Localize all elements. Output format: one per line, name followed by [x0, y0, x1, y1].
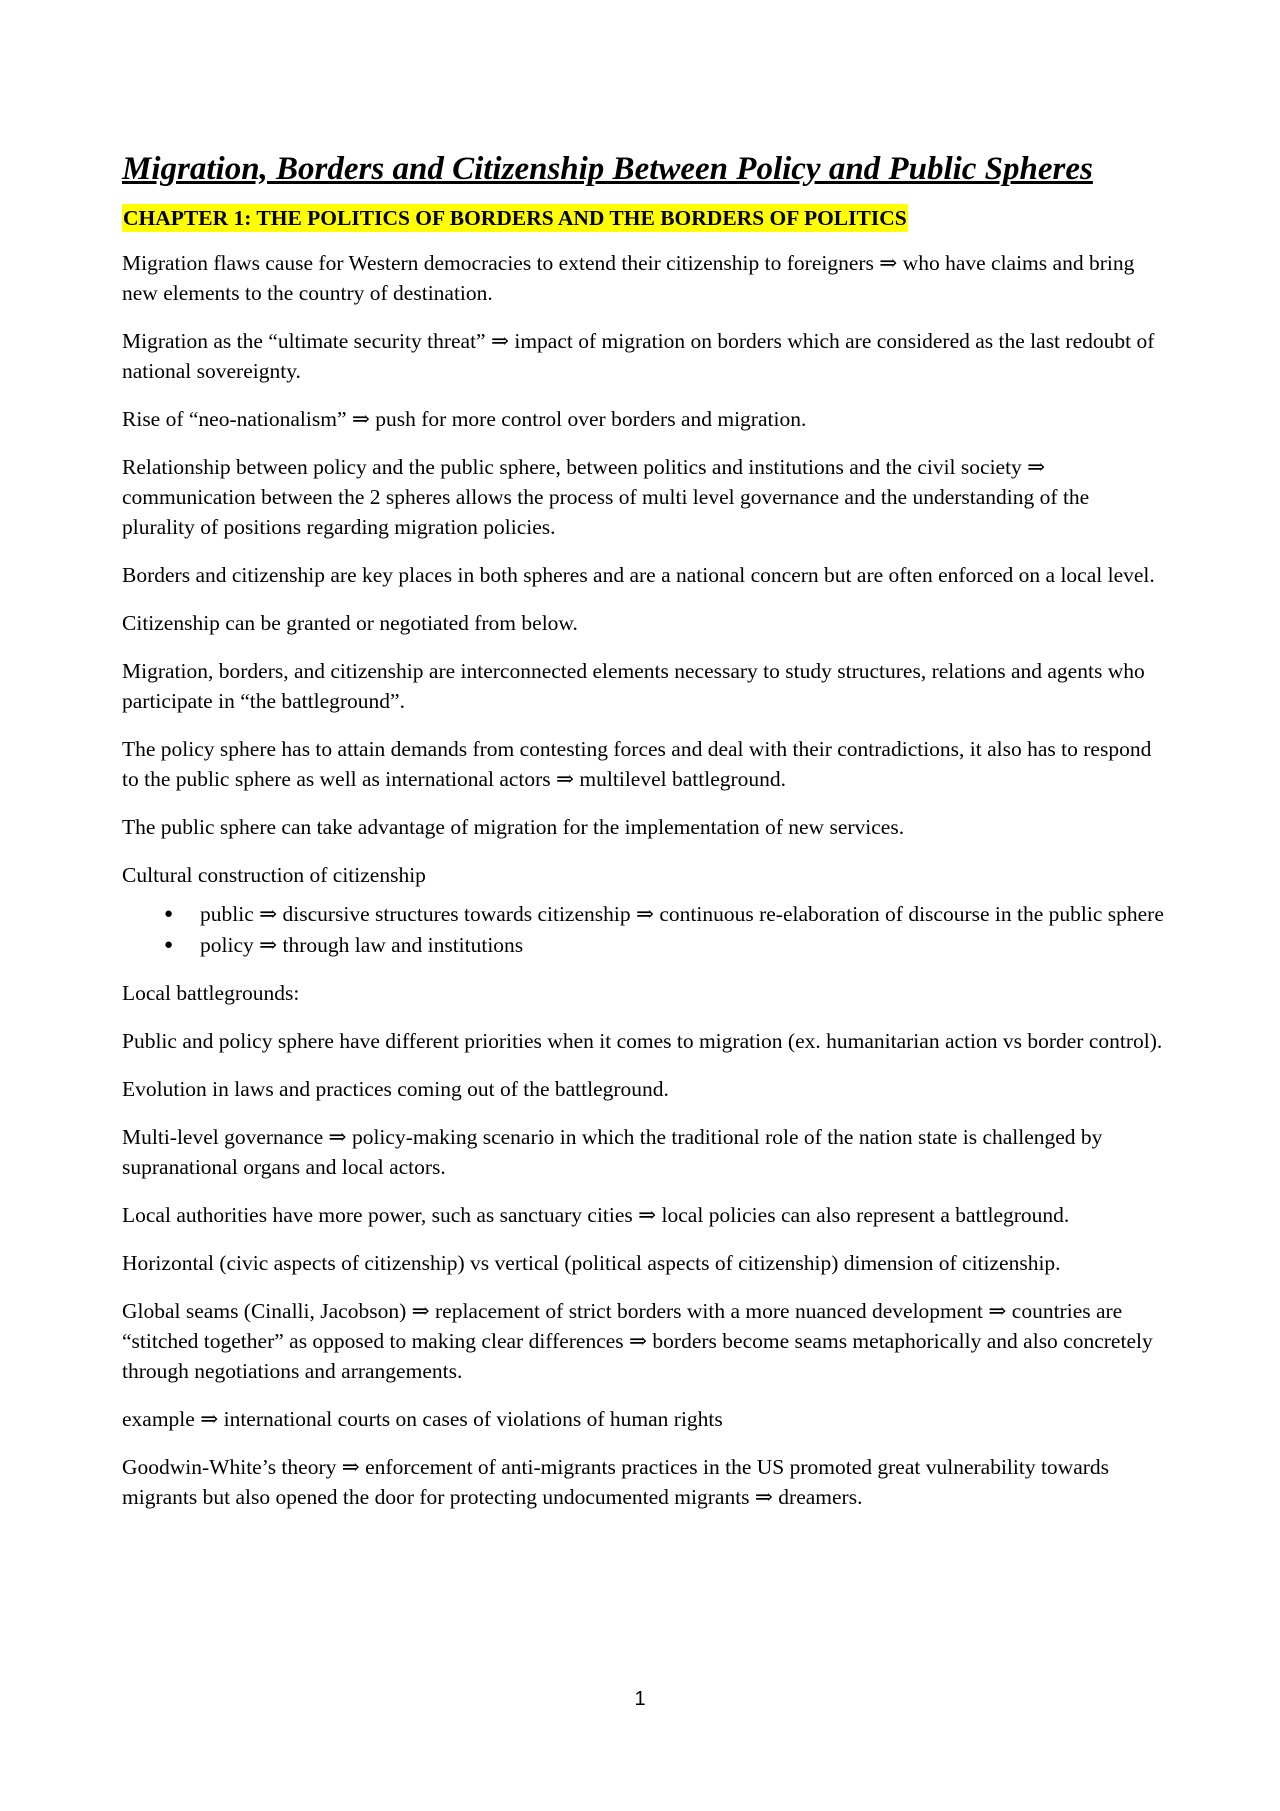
bullet-item: ● policy ⇒ through law and institutions — [200, 931, 1167, 960]
paragraph: Borders and citizenship are key places in both spheres and are a national concern but are often enforced on a local level. — [122, 562, 1155, 587]
chapter-heading-wrapper — [122, 204, 1167, 248]
paragraph: Evolution in laws and practices coming out of the battleground. — [122, 1076, 669, 1101]
chapter-heading: CHAPTER 1: THE POLITICS OF BORDERS AND THE BORDERS OF POLITICS — [123, 205, 907, 230]
bullet-item: ● public ⇒ discursive structures towards citizenship ⇒ continuous re-elaboration of discourse in the public sphere — [200, 900, 1167, 929]
bullet-list — [122, 900, 1167, 960]
paragraph: Public and policy sphere have different priorities when it comes to migration (ex. humanitarian action vs border control). — [122, 1028, 1163, 1053]
paragraph: Horizontal (civic aspects of citizenship) vs vertical (political aspects of citizenship) dimension of citizenship. — [122, 1250, 1061, 1275]
paragraph: Multi-level governance ⇒ policy-making scenario in which the traditional role of the nation state is challenged by supranational organs and local actors. — [122, 1124, 1103, 1179]
paragraph: Migration flaws cause for Western democracies to extend their citizenship to foreigners ⇒ who have claims and bring new elements to the country of destination. — [122, 250, 1135, 305]
paragraph: Global seams (Cinalli, Jacobson) ⇒ replacement of strict borders with a more nuanced development ⇒ countries are “stitched together” as opposed to making clear differences ⇒ borders become seams metaphorically and also concretely through negotiations and arrangements. — [122, 1298, 1153, 1383]
paragraph: The policy sphere has to attain demands from contesting forces and deal with their contradictions, it also has to respond to the public sphere as well as international actors ⇒ multilevel battleground. — [122, 736, 1152, 791]
paragraph: Cultural construction of citizenship — [122, 862, 426, 887]
paragraph: Goodwin-White’s theory ⇒ enforcement of anti-migrants practices in the US promoted great vulnerability towards migrants but also opened the door for protecting undocumented migrants ⇒ dreamers. — [122, 1454, 1110, 1509]
paragraph: Local authorities have more power, such as sanctuary cities ⇒ local policies can also represent a battleground. — [122, 1202, 1070, 1227]
paragraph: Migration as the “ultimate security threat” ⇒ impact of migration on borders which are considered as the last redoubt of national sovereignty. — [122, 328, 1155, 383]
paragraph: The public sphere can take advantage of migration for the implementation of new services. — [122, 814, 905, 839]
paragraph: Migration, borders, and citizenship are interconnected elements necessary to study structures, relations and agents who participate in “the battleground”. — [122, 658, 1145, 713]
page-number: 1 — [634, 1688, 646, 1710]
paragraph: Relationship between policy and the public sphere, between politics and institutions and the civil society ⇒ communication between the 2 spheres allows the process of multi level governance and the understanding of the plurality of positions regarding migration policies. — [122, 454, 1090, 539]
document-content — [122, 150, 1167, 1530]
paragraph: Citizenship can be granted or negotiated from below. — [122, 610, 578, 635]
paragraph: Rise of “neo-nationalism” ⇒ push for more control over borders and migration. — [122, 406, 807, 431]
paragraph: Local battlegrounds: — [122, 980, 300, 1005]
paragraph: example ⇒ international courts on cases of violations of human rights — [122, 1406, 723, 1431]
document-title: Migration, Borders and Citizenship Between Policy and Public Spheres — [122, 151, 1093, 187]
